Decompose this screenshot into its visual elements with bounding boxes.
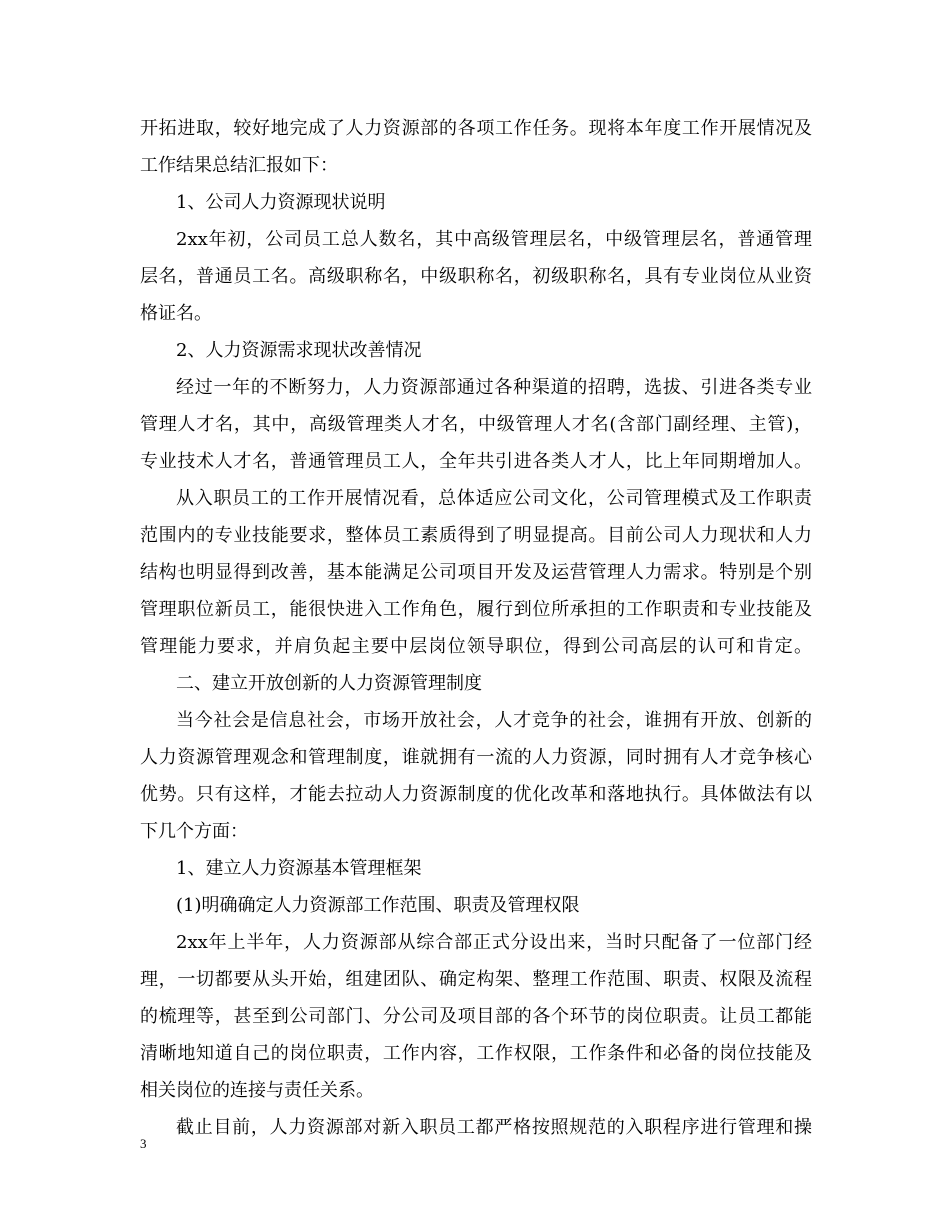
text-line: 层名，普通员工名。高级职称名，中级职称名，初级职称名，具有专业岗位从业资 [140, 266, 812, 287]
text-line: 2xx年上半年，人力资源部从综合部正式分设出来，当时只配备了一位部门经 [176, 932, 812, 953]
text-line: 经过一年的不断努力，人力资源部通过各种渠道的招聘，选拔、引进各类专业 [176, 377, 812, 398]
section-heading: (1)明确确定人力资源部工作范围、职责及管理权限 [176, 895, 580, 916]
text-line: 格证名。 [140, 303, 212, 324]
text-line: 管理能力要求，并肩负起主要中层岗位领导职位，得到公司高层的认可和肯定。 [140, 636, 812, 657]
text-line: 开拓进取，较好地完成了人力资源部的各项工作任务。现将本年度工作开展情况及 [140, 118, 812, 139]
text-line: 清晰地知道自己的岗位职责，工作内容，工作权限，工作条件和必备的岗位技能及 [140, 1043, 812, 1064]
section-heading: 2、人力资源需求现状改善情况 [176, 340, 422, 361]
text-line: 专业技术人才名，普通管理员工人，全年共引进各类人才人，比上年同期增加人。 [140, 451, 812, 472]
text-line: 结构也明显得到改善，基本能满足公司项目开发及运营管理人力需求。特别是个别 [140, 562, 812, 583]
page-number: 3 [140, 1136, 147, 1151]
document-body [140, 110, 812, 1146]
section-heading: 二、建立开放创新的人力资源管理制度 [176, 673, 482, 694]
text-line: 工作结果总结汇报如下： [140, 155, 338, 176]
text-line: 理，一切都要从头开始，组建团队、确定构架、整理工作范围、职责、权限及流程 [140, 969, 812, 990]
text-line: 当今社会是信息社会，市场开放社会，人才竞争的社会，谁拥有开放、创新的 [176, 710, 812, 731]
text-line: 从入职员工的工作开展情况看，总体适应公司文化，公司管理模式及工作职责 [176, 488, 812, 509]
text-line: 2xx年初，公司员工总人数名，其中高级管理层名，中级管理层名，普通管理 [176, 229, 812, 250]
section-heading: 1、公司人力资源现状说明 [176, 192, 386, 213]
section-heading: 1、建立人力资源基本管理框架 [176, 858, 422, 879]
text-line: 相关岗位的连接与责任关系。 [140, 1080, 374, 1101]
text-line: 人力资源管理观念和管理制度，谁就拥有一流的人力资源，同时拥有人才竞争核心 [140, 747, 812, 768]
text-line: 范围内的专业技能要求，整体员工素质得到了明显提高。目前公司人力现状和人力 [140, 525, 812, 546]
text-line: 优势。只有这样，才能去拉动人力资源制度的优化改革和落地执行。具体做法有以 [140, 784, 812, 805]
text-line: 管理职位新员工，能很快进入工作角色，履行到位所承担的工作职责和专业技能及 [140, 599, 812, 620]
text-line: 截止目前，人力资源部对新入职员工都严格按照规范的入职程序进行管理和操 [176, 1117, 812, 1138]
text-line: 管理人才名，其中，高级管理类人才名，中级管理人才名(含部门副经理、主管)， [140, 414, 812, 435]
text-line: 下几个方面： [140, 821, 248, 842]
text-line: 的梳理等，甚至到公司部门、分公司及项目部的各个环节的岗位职责。让员工都能 [140, 1006, 812, 1027]
